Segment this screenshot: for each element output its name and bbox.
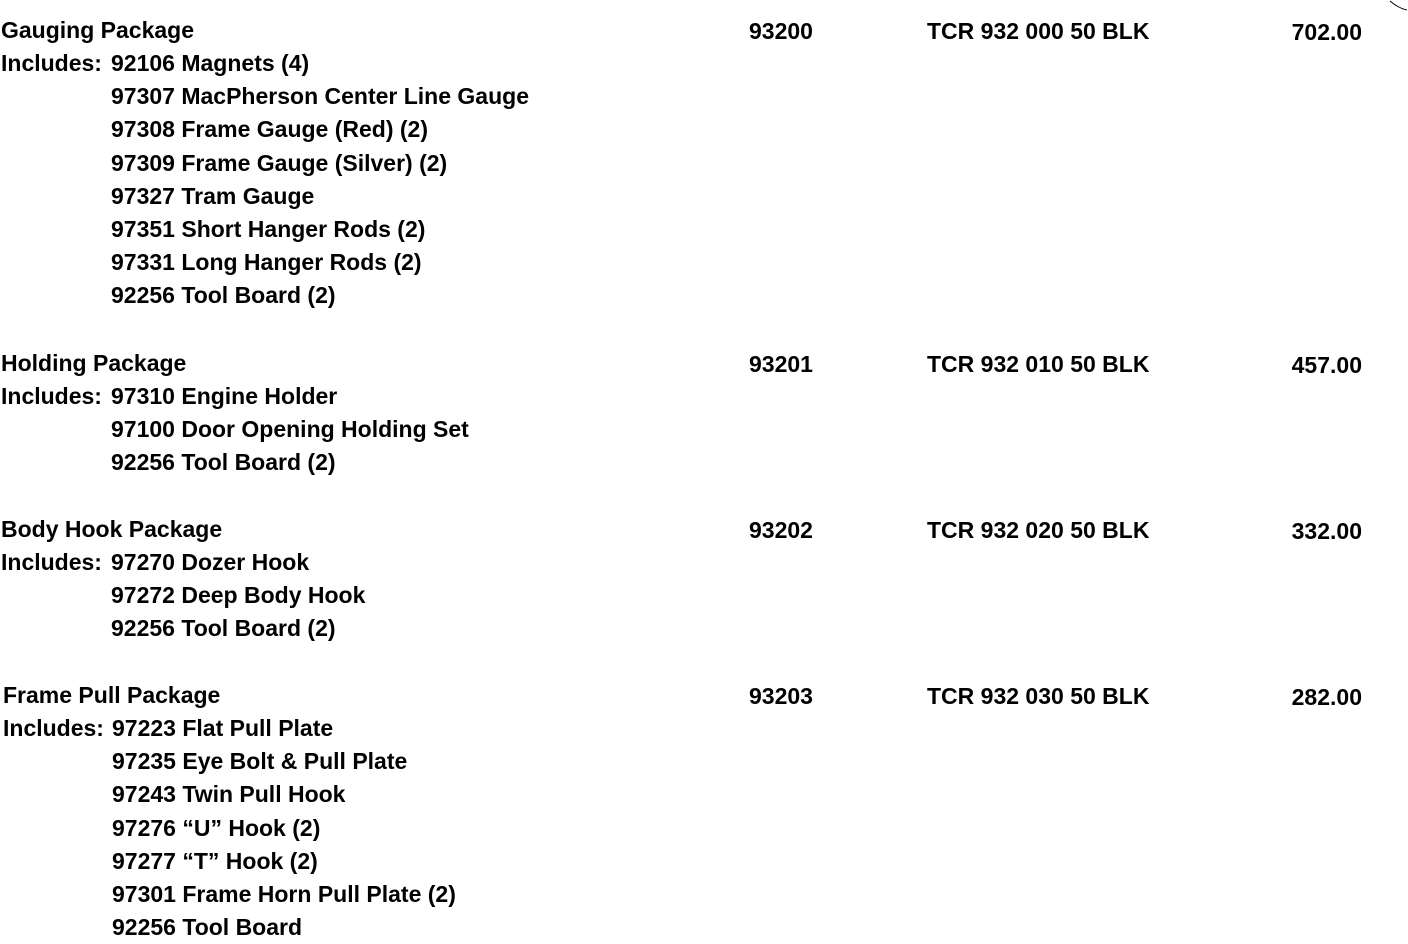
package-code: TCR 932 030 50 BLK: [927, 683, 1150, 709]
scan-mark-decoration: [1388, 0, 1408, 12]
list-item: 97308 Frame Gauge (Red) (2): [111, 116, 429, 143]
includes-label: Includes:: [3, 715, 104, 741]
list-item: 97310 Engine Holder: [111, 383, 338, 409]
package-price: 457.00: [1291, 352, 1362, 378]
list-item: 97351 Short Hanger Rods (2): [111, 215, 426, 242]
list-item: 97307 MacPherson Center Line Gauge: [111, 83, 529, 110]
list-item: 97272 Deep Body Hook: [111, 582, 366, 609]
package-code: TCR 932 020 50 BLK: [927, 517, 1150, 543]
package-price: 332.00: [1291, 518, 1362, 544]
list-item: 97276 “U” Hook (2): [112, 814, 321, 841]
list-item: 92256 Tool Board: [112, 914, 303, 941]
includes-label: Includes:: [1, 383, 102, 409]
list-item: 97301 Frame Horn Pull Plate (2): [112, 880, 456, 907]
includes-label: Includes:: [1, 549, 102, 575]
list-item: 92256 Tool Board (2): [111, 615, 336, 642]
list-item: 97309 Frame Gauge (Silver) (2): [111, 149, 448, 176]
list-item: 97277 “T” Hook (2): [112, 847, 318, 874]
list-item: 97270 Dozer Hook: [111, 549, 310, 575]
list-item: 97331 Long Hanger Rods (2): [111, 249, 422, 276]
list-item: 92256 Tool Board (2): [111, 282, 336, 309]
package-number: 93202: [749, 517, 813, 543]
package-code: TCR 932 000 50 BLK: [927, 18, 1150, 44]
package-name: Body Hook Package: [1, 516, 223, 542]
list-item: 97327 Tram Gauge: [111, 182, 315, 209]
package-items-list: [112, 712, 456, 944]
list-item: 97100 Door Opening Holding Set: [111, 416, 469, 443]
list-item: 97223 Flat Pull Plate: [112, 715, 334, 741]
package-number: 93200: [749, 18, 813, 44]
includes-label: Includes:: [1, 50, 102, 76]
package-number: 93201: [749, 351, 813, 377]
package-name: Holding Package: [1, 350, 187, 376]
package-number: 93203: [749, 683, 813, 709]
list-item: 97243 Twin Pull Hook: [112, 781, 346, 808]
package-name: Gauging Package: [1, 17, 195, 43]
package-price: 702.00: [1291, 19, 1362, 45]
package-items-list: [111, 380, 469, 480]
list-item: 92256 Tool Board (2): [111, 449, 336, 476]
package-items-list: [111, 546, 365, 646]
package-items-list: [111, 47, 529, 313]
package-price: 282.00: [1291, 684, 1362, 710]
package-name: Frame Pull Package: [3, 682, 221, 708]
list-item: 97235 Eye Bolt & Pull Plate: [112, 748, 408, 775]
package-code: TCR 932 010 50 BLK: [927, 351, 1150, 377]
list-item: 92106 Magnets (4): [111, 50, 310, 76]
